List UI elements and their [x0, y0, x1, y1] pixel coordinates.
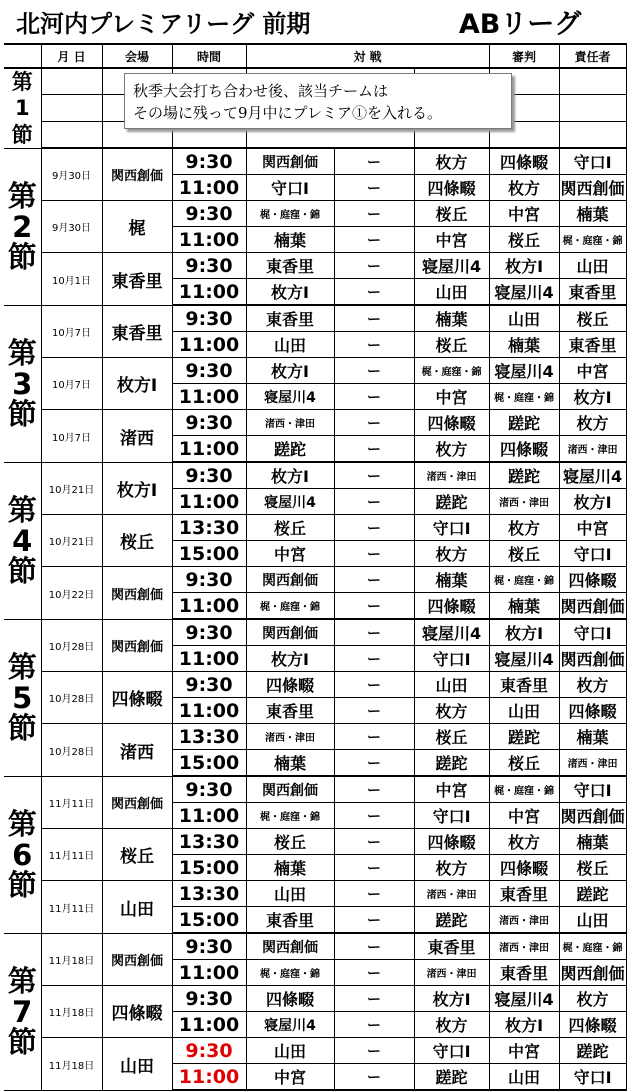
blank-cell	[41, 68, 102, 95]
home-team: 渚西・津田	[246, 724, 334, 750]
venue-name: 山田	[102, 881, 172, 934]
home-team: 関西創価	[246, 619, 334, 646]
vs-mark: ー	[334, 960, 414, 986]
referee-team: 楠葉	[489, 332, 559, 358]
venue-name: 四條畷	[102, 672, 172, 724]
match-date: 9月30日	[41, 201, 102, 253]
home-team: 四條畷	[246, 672, 334, 698]
manager-team: 中宮	[559, 358, 626, 384]
header-time: 時間	[172, 44, 246, 68]
away-team: 渚西・津田	[414, 881, 489, 907]
match-date: 11月18日	[41, 986, 102, 1038]
referee-team: 渚西・津田	[489, 933, 559, 960]
referee-team: 枚方Ⅰ	[489, 253, 559, 279]
manager-team: 寝屋川4	[559, 462, 626, 489]
vs-mark: ー	[334, 829, 414, 855]
home-team: 楠葉	[246, 855, 334, 881]
venue-name: 関西創価	[102, 776, 172, 829]
away-team: 中宮	[414, 776, 489, 803]
table-row	[4, 305, 626, 332]
home-team: 山田	[246, 332, 334, 358]
referee-team: 東香里	[489, 960, 559, 986]
manager-team: 枚方	[559, 410, 626, 436]
referee-team: 山田	[489, 1064, 559, 1091]
manager-team: 渚西・津田	[559, 436, 626, 463]
manager-team: 山田	[559, 253, 626, 279]
home-team: 中宮	[246, 1064, 334, 1091]
away-team: 蹉跎	[414, 489, 489, 515]
schedule-sheet	[4, 0, 626, 1091]
table-row	[4, 148, 626, 175]
home-team: 梶・庭窪・錦	[246, 960, 334, 986]
header-row	[4, 44, 626, 68]
referee-team: 寝屋川4	[489, 646, 559, 672]
manager-team: 渚西・津田	[559, 750, 626, 777]
referee-team: 中宮	[489, 201, 559, 227]
vs-mark: ー	[334, 1064, 414, 1091]
away-team: 梶・庭窪・錦	[414, 358, 489, 384]
manager-team: 四條畷	[559, 567, 626, 593]
referee-team: 山田	[489, 305, 559, 332]
home-team: 守口Ⅰ	[246, 175, 334, 201]
manager-team: 楠葉	[559, 724, 626, 750]
table-row	[4, 619, 626, 646]
match-date: 10月21日	[41, 462, 102, 515]
kickoff-time: 15:00	[172, 541, 246, 567]
manager-team: 蹉跎	[559, 1038, 626, 1064]
home-team: 寝屋川4	[246, 384, 334, 410]
kickoff-time: 9:30	[172, 253, 246, 279]
away-team: 四條畷	[414, 593, 489, 620]
vs-mark: ー	[334, 253, 414, 279]
home-team: 楠葉	[246, 227, 334, 253]
table-row	[4, 986, 626, 1012]
section-label: 第 4 節	[4, 462, 41, 619]
home-team: 桜丘	[246, 515, 334, 541]
away-team: 枚方	[414, 1012, 489, 1038]
vs-mark: ー	[334, 750, 414, 777]
away-team: 蹉跎	[414, 907, 489, 934]
manager-team: 関西創価	[559, 803, 626, 829]
manager-team: 四條畷	[559, 698, 626, 724]
league-title: ABリーグ	[414, 0, 626, 44]
away-team: 楠葉	[414, 305, 489, 332]
kickoff-time: 9:30	[172, 986, 246, 1012]
away-team: 枚方	[414, 148, 489, 175]
manager-team: 枚方	[559, 672, 626, 698]
venue-name: 関西創価	[102, 567, 172, 620]
manager-team: 守口Ⅰ	[559, 148, 626, 175]
manager-team: 関西創価	[559, 175, 626, 201]
referee-team: 梶・庭窪・錦	[489, 384, 559, 410]
referee-team: 東香里	[489, 672, 559, 698]
away-team: 寝屋川4	[414, 253, 489, 279]
vs-mark: ー	[334, 1038, 414, 1064]
vs-mark: ー	[334, 227, 414, 253]
away-team: 山田	[414, 279, 489, 306]
vs-mark: ー	[334, 986, 414, 1012]
kickoff-time: 15:00	[172, 855, 246, 881]
vs-mark: ー	[334, 646, 414, 672]
kickoff-time: 9:30	[172, 358, 246, 384]
section-label: 第 7 節	[4, 933, 41, 1090]
home-team: 中宮	[246, 541, 334, 567]
away-team: 渚西・津田	[414, 960, 489, 986]
away-team: 桜丘	[414, 724, 489, 750]
away-team: 守口Ⅰ	[414, 803, 489, 829]
home-team: 山田	[246, 1038, 334, 1064]
away-team: 枚方	[414, 436, 489, 463]
venue-name: 渚西	[102, 410, 172, 463]
vs-mark: ー	[334, 489, 414, 515]
table-row	[4, 358, 626, 384]
vs-mark: ー	[334, 855, 414, 881]
match-date: 11月11日	[41, 776, 102, 829]
manager-team: 蹉跎	[559, 881, 626, 907]
home-team: 梶・庭窪・錦	[246, 593, 334, 620]
away-team: 四條畷	[414, 829, 489, 855]
away-team: 渚西・津田	[414, 462, 489, 489]
home-team: 寝屋川4	[246, 489, 334, 515]
section-label: 第 3 節	[4, 305, 41, 462]
kickoff-time: 9:30	[172, 776, 246, 803]
away-team: 四條畷	[414, 410, 489, 436]
kickoff-time: 11:00	[172, 227, 246, 253]
manager-team: 楠葉	[559, 201, 626, 227]
kickoff-time: 13:30	[172, 515, 246, 541]
vs-mark: ー	[334, 619, 414, 646]
kickoff-time: 9:30	[172, 462, 246, 489]
home-team: 関西創価	[246, 567, 334, 593]
kickoff-time: 11:00	[172, 960, 246, 986]
vs-mark: ー	[334, 279, 414, 306]
kickoff-time: 13:30	[172, 829, 246, 855]
vs-mark: ー	[334, 148, 414, 175]
referee-team: 山田	[489, 698, 559, 724]
kickoff-time: 11:00	[172, 384, 246, 410]
match-date: 10月28日	[41, 619, 102, 672]
header-manager: 責任者	[559, 44, 626, 68]
match-date: 11月11日	[41, 881, 102, 934]
venue-name: 四條畷	[102, 986, 172, 1038]
manager-team: 守口Ⅰ	[559, 541, 626, 567]
vs-mark: ー	[334, 567, 414, 593]
referee-team: 枚方	[489, 515, 559, 541]
home-team: 東香里	[246, 305, 334, 332]
blank-cell	[559, 95, 626, 121]
section-label: 第 1 節	[4, 68, 41, 148]
away-team: 中宮	[414, 227, 489, 253]
kickoff-time: 11:00	[172, 436, 246, 463]
table-row	[4, 410, 626, 436]
match-date: 10月22日	[41, 567, 102, 620]
match-date: 9月30日	[41, 148, 102, 201]
kickoff-time: 11:00	[172, 803, 246, 829]
match-date: 10月28日	[41, 724, 102, 777]
table-row	[4, 1038, 626, 1064]
referee-team: 四條畷	[489, 436, 559, 463]
away-team: 中宮	[414, 384, 489, 410]
venue-name: 桜丘	[102, 829, 172, 881]
home-team: 枚方Ⅰ	[246, 462, 334, 489]
referee-team: 東香里	[489, 881, 559, 907]
kickoff-time: 15:00	[172, 750, 246, 777]
referee-team: 寝屋川4	[489, 358, 559, 384]
home-team: 関西創価	[246, 148, 334, 175]
home-team: 梶・庭窪・錦	[246, 803, 334, 829]
vs-mark: ー	[334, 593, 414, 620]
home-team: 枚方Ⅰ	[246, 358, 334, 384]
referee-team: 中宮	[489, 1038, 559, 1064]
table-row	[4, 201, 626, 227]
referee-team: 枚方	[489, 829, 559, 855]
vs-mark: ー	[334, 201, 414, 227]
kickoff-time: 9:30	[172, 567, 246, 593]
match-date: 11月18日	[41, 1038, 102, 1091]
manager-team: 梶・庭窪・錦	[559, 933, 626, 960]
venue-name: 枚方Ⅰ	[102, 358, 172, 410]
referee-team: 蹉跎	[489, 410, 559, 436]
referee-team: 四條畷	[489, 148, 559, 175]
referee-team: 蹉跎	[489, 724, 559, 750]
table-row	[4, 881, 626, 907]
referee-team: 寝屋川4	[489, 986, 559, 1012]
kickoff-time: 9:30	[172, 201, 246, 227]
vs-mark: ー	[334, 410, 414, 436]
vs-mark: ー	[334, 384, 414, 410]
venue-name: 山田	[102, 1038, 172, 1091]
referee-team: 梶・庭窪・錦	[489, 567, 559, 593]
venue-name: 関西創価	[102, 619, 172, 672]
venue-name: 関西創価	[102, 148, 172, 201]
match-date: 10月7日	[41, 358, 102, 410]
manager-team: 桜丘	[559, 305, 626, 332]
away-team: 四條畷	[414, 175, 489, 201]
manager-team: 関西創価	[559, 646, 626, 672]
vs-mark: ー	[334, 332, 414, 358]
referee-team: 枚方Ⅰ	[489, 1012, 559, 1038]
header-referee: 審判	[489, 44, 559, 68]
away-team: 楠葉	[414, 567, 489, 593]
section-label: 第 5 節	[4, 619, 41, 776]
away-team: 枚方	[414, 855, 489, 881]
manager-team: 中宮	[559, 515, 626, 541]
manager-team: 東香里	[559, 279, 626, 306]
away-team: 寝屋川4	[414, 619, 489, 646]
table-row	[4, 567, 626, 593]
table-row	[4, 933, 626, 960]
vs-mark: ー	[334, 672, 414, 698]
table-row	[4, 776, 626, 803]
vs-mark: ー	[334, 358, 414, 384]
home-team: 東香里	[246, 253, 334, 279]
table-row	[4, 253, 626, 279]
referee-team: 桜丘	[489, 541, 559, 567]
away-team: 守口Ⅰ	[414, 646, 489, 672]
referee-team: 寝屋川4	[489, 279, 559, 306]
section-label: 第 2 節	[4, 148, 41, 305]
away-team: 蹉跎	[414, 750, 489, 777]
vs-mark: ー	[334, 803, 414, 829]
vs-mark: ー	[334, 175, 414, 201]
match-date: 10月7日	[41, 305, 102, 358]
home-team: 寝屋川4	[246, 1012, 334, 1038]
note-line: 秋季大会打ち合わせ後、該当チームは	[133, 82, 389, 100]
kickoff-time: 11:00	[172, 279, 246, 306]
referee-team: 渚西・津田	[489, 489, 559, 515]
home-team: 東香里	[246, 907, 334, 934]
header-date: 月 日	[41, 44, 102, 68]
kickoff-time: 11:00	[172, 175, 246, 201]
home-team: 桜丘	[246, 829, 334, 855]
blank-cell	[559, 68, 626, 95]
match-date: 10月1日	[41, 253, 102, 306]
referee-team: 桜丘	[489, 227, 559, 253]
home-team: 蹉跎	[246, 436, 334, 463]
kickoff-time: 11:00	[172, 489, 246, 515]
section-label: 第 6 節	[4, 776, 41, 933]
vs-mark: ー	[334, 462, 414, 489]
home-team: 四條畷	[246, 986, 334, 1012]
blank-cell	[559, 121, 626, 148]
blank-cell	[41, 95, 102, 121]
home-team: 渚西・津田	[246, 410, 334, 436]
vs-mark: ー	[334, 436, 414, 463]
away-team: 守口Ⅰ	[414, 515, 489, 541]
referee-team: 枚方	[489, 175, 559, 201]
away-team: 枚方	[414, 698, 489, 724]
referee-team: 枚方Ⅰ	[489, 619, 559, 646]
kickoff-time: 9:30	[172, 410, 246, 436]
away-team: 東香里	[414, 933, 489, 960]
away-team: 枚方	[414, 541, 489, 567]
match-date: 10月28日	[41, 672, 102, 724]
referee-team: 渚西・津田	[489, 907, 559, 934]
vs-mark: ー	[334, 907, 414, 934]
venue-name: 枚方Ⅰ	[102, 462, 172, 515]
manager-team: 梶・庭窪・錦	[559, 227, 626, 253]
header-section	[4, 44, 41, 68]
manager-team: 関西創価	[559, 960, 626, 986]
referee-team: 桜丘	[489, 750, 559, 777]
referee-team: 四條畷	[489, 855, 559, 881]
manager-team: 桜丘	[559, 855, 626, 881]
away-team: 桜丘	[414, 201, 489, 227]
page-title: 北河内プレミアリーグ 前期	[4, 0, 414, 44]
home-team: 関西創価	[246, 776, 334, 803]
kickoff-time: 9:30	[172, 148, 246, 175]
venue-name: 東香里	[102, 305, 172, 358]
away-team: 山田	[414, 672, 489, 698]
away-team: 枚方Ⅰ	[414, 986, 489, 1012]
venue-name: 渚西	[102, 724, 172, 777]
match-date: 11月11日	[41, 829, 102, 881]
away-team: 蹉跎	[414, 1064, 489, 1091]
home-team: 関西創価	[246, 933, 334, 960]
manager-team: 山田	[559, 907, 626, 934]
table-row	[4, 829, 626, 855]
home-team: 東香里	[246, 698, 334, 724]
vs-mark: ー	[334, 776, 414, 803]
manager-team: 守口Ⅰ	[559, 1064, 626, 1091]
kickoff-time: 13:30	[172, 724, 246, 750]
referee-team: 蹉跎	[489, 462, 559, 489]
kickoff-time: 9:30	[172, 305, 246, 332]
match-date: 11月18日	[41, 933, 102, 986]
away-team: 守口Ⅰ	[414, 1038, 489, 1064]
blank-cell	[41, 121, 102, 148]
vs-mark: ー	[334, 1012, 414, 1038]
kickoff-time: 11:00	[172, 332, 246, 358]
kickoff-time: 11:00	[172, 1064, 246, 1091]
manager-team: 枚方Ⅰ	[559, 489, 626, 515]
title-row	[4, 0, 626, 44]
table-row	[4, 724, 626, 750]
vs-mark: ー	[334, 724, 414, 750]
manager-team: 東香里	[559, 332, 626, 358]
vs-mark: ー	[334, 698, 414, 724]
manager-team: 枚方	[559, 986, 626, 1012]
home-team: 楠葉	[246, 750, 334, 777]
table-row	[4, 672, 626, 698]
kickoff-time: 9:30	[172, 933, 246, 960]
home-team: 枚方Ⅰ	[246, 646, 334, 672]
vs-mark: ー	[334, 933, 414, 960]
referee-team: 梶・庭窪・錦	[489, 776, 559, 803]
manager-team: 守口Ⅰ	[559, 776, 626, 803]
venue-name: 桜丘	[102, 515, 172, 567]
schedule-table	[4, 0, 627, 1091]
home-team: 山田	[246, 881, 334, 907]
kickoff-time: 11:00	[172, 1012, 246, 1038]
manager-team: 楠葉	[559, 829, 626, 855]
note-line: その場に残って9月中にプレミア①を入れる。	[133, 104, 442, 122]
venue-name: 梶	[102, 201, 172, 253]
vs-mark: ー	[334, 305, 414, 332]
kickoff-time: 11:00	[172, 593, 246, 620]
kickoff-time: 9:30	[172, 1038, 246, 1064]
table-row	[4, 515, 626, 541]
header-match: 対 戦	[246, 44, 489, 68]
match-date: 10月21日	[41, 515, 102, 567]
manager-team: 関西創価	[559, 593, 626, 620]
vs-mark: ー	[334, 541, 414, 567]
referee-team: 中宮	[489, 803, 559, 829]
manager-team: 四條畷	[559, 1012, 626, 1038]
manager-team: 守口Ⅰ	[559, 619, 626, 646]
table-row	[4, 462, 626, 489]
kickoff-time: 15:00	[172, 907, 246, 934]
kickoff-time: 9:30	[172, 672, 246, 698]
home-team: 枚方Ⅰ	[246, 279, 334, 306]
venue-name: 関西創価	[102, 933, 172, 986]
kickoff-time: 11:00	[172, 646, 246, 672]
away-team: 桜丘	[414, 332, 489, 358]
venue-name: 東香里	[102, 253, 172, 306]
manager-team: 枚方Ⅰ	[559, 384, 626, 410]
referee-team: 楠葉	[489, 593, 559, 620]
vs-mark: ー	[334, 515, 414, 541]
vs-mark: ー	[334, 881, 414, 907]
note-box	[124, 73, 512, 129]
header-venue: 会場	[102, 44, 172, 68]
kickoff-time: 9:30	[172, 619, 246, 646]
kickoff-time: 11:00	[172, 698, 246, 724]
home-team: 梶・庭窪・錦	[246, 201, 334, 227]
match-date: 10月7日	[41, 410, 102, 463]
kickoff-time: 13:30	[172, 881, 246, 907]
